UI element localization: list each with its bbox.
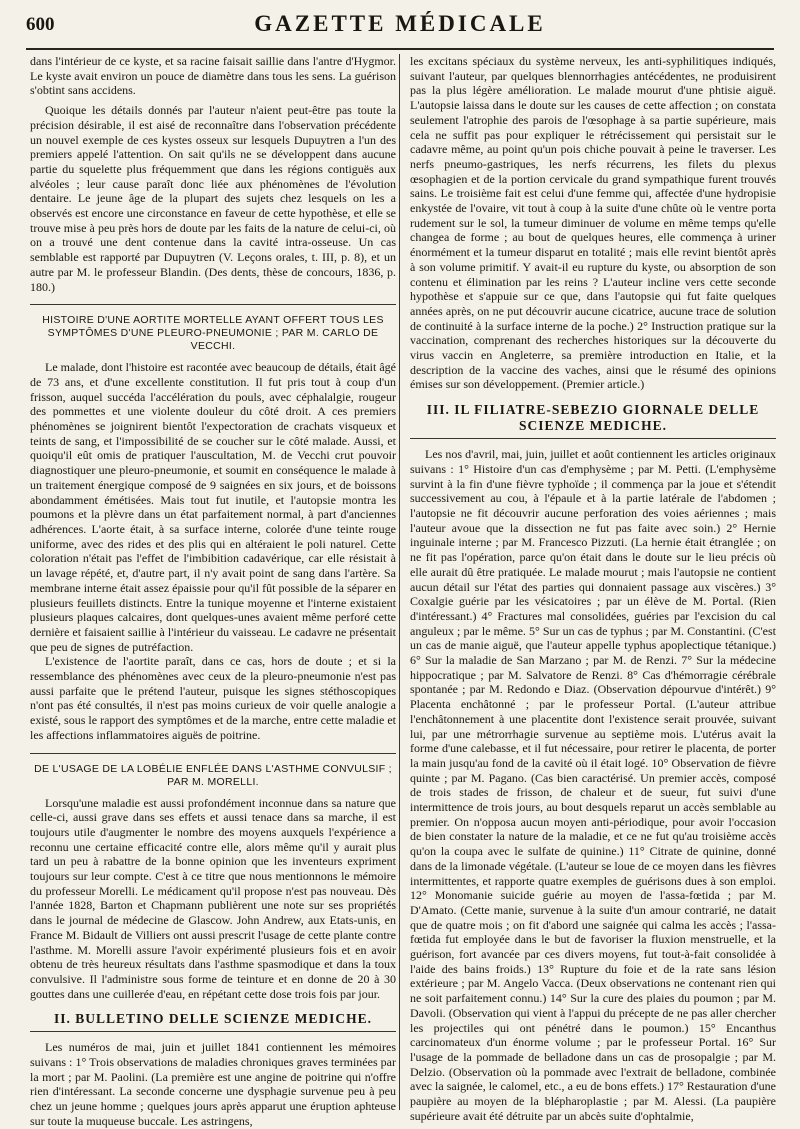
column-rule (399, 54, 400, 1110)
right-column (410, 54, 776, 1123)
section-divider (30, 753, 396, 754)
left-paragraph-continued: dans l'intérieur de ce kyste, et sa racine faisait saillie dans l'antre d'Hygmor. Le kyste avait environ un pouce de diamètre dans tous les sens. La guérison s'obtint sans accidens. (30, 54, 396, 98)
aortitis-article-title: HISTOIRE D'UNE AORTITE MORTELLE AYANT OFFERT TOUS LES SYMPTÔMES D'UNE PLEURO-PNEUMONIE ; PAR M. CARLO DE VECCHI. (42, 314, 384, 353)
aortitis-commentary-paragraph: L'existence de l'aortite paraît, dans ce cas, hors de doute ; et si la ressemblance des phénomènes avec ceux de la pleuro-pneumonie n'est pas aussi parfaite que le prétend l'auteur, puisque les signes stéthoscopiques n'ont pas été consultés, il n'est pas moins curieux de voir quelle analogie a existé, sous le rapport des symptômes et de la marche, entre cette maladie et les affections inflammatoires aiguës de poitrine. (30, 654, 396, 742)
page-number: 600 (26, 14, 55, 35)
left-column (30, 54, 397, 1128)
bulletino-paragraph: Les numéros de mai, juin et juillet 1841 contiennent les mémoires suivans : 1° Trois observations de maladies chroniques graves terminées par la mort ; par M. Paolini. (La première est une angine de poitrine qui n'offre rien d'intéressant. La seconde concerne une dysphagie survenue peu à peu chez un jeune homme ; quelques jours après apparut une éruption aphteuse sur toute la muqueuse buccale. Les astringens, (30, 1040, 396, 1128)
bulletino-section-heading: II. BULLETINO DELLE SCIENZE MEDICHE. (30, 1011, 396, 1032)
dental-cyst-commentary: Quoique les détails donnés par l'auteur n'aient peut-être pas toute la précision désirable, il est aisé de reconnaître dans l'observation précédente un nouvel exemple de ces kystes osseux sur lesquels Dupuytren a l'un des premiers appelé l'attention. On sait qu'ils ne se développent dans aucune partie du squelette plus fréquemment que dans les régions contiguës aux alvéoles ; leur cause paraît donc liée aux phénomènes de l'évolution dentaire. Le jeune âge de la plupart des sujets chez lesquels on les a observés est encore une circonstance en faveur de cette hypothèse, et elle se trouve mise à peu près hors de doute par les faits de la nature de celui-ci, où on a trouvé une dent contenue dans la cavité intra-osseuse. Un cas semblable est rapporté par Dupuytren (V. Leçons orales, t. III, p. 8), et un autre par M. le professeur Blandin. (Des dents, thèse de concours, 1836, p. 180.) (30, 103, 396, 294)
journal-title: GAZETTE MÉDICALE (254, 11, 546, 36)
lobelia-paragraph: Lorsqu'une maladie est aussi profondément inconnue dans sa nature que celle-ci, aussi grave dans ses effets et aussi tenace dans sa marche, il est toujours utile d'augmenter le nombre des moyens auxquels l'expérience a reconnu une certaine efficacité contre elle, alors même qu'il y aurait plus tard un peu à rabattre de la bonne opinion que les inventeurs expriment toujours sur leur compte. C'est à ce titre que nous mentionnons le mémoire du professeur Morelli. Le médicament qu'il propose n'est pas nouveau. Dès l'année 1828, Barton et Chapmann publièrent une note sur ses propriétés dans le journal de médecine de Glascow. John Andrew, aux Etats-unis, en France M. Bidault de Villiers ont aussi prescrit l'usage de cette plante contre l'asthme. M. Morelli assure l'avoir expérimenté plusieurs fois et en avoir obtenu de très heureux résultats dans l'asthme spasmodique et dans la toux convulsive. Il l'administre sous forme de teinture et en donne de 20 à 30 gouttes dans une cuillerée d'eau, en répétant cette dose trois fois par jour. (30, 795, 396, 1001)
filiatre-paragraph: Les nos d'avril, mai, juin, juillet et août contiennent les articles originaux suivans : 1° Histoire d'un cas d'emphysème ; par M. Petti. (L'emphysème survint à la fin d'une fièvre typhoïde ; il commença par la joue et s'étendit successivement au cou, à l'épaule et à la partie latérale de l'abdomen ; l'autopsie ne fit découvrir aucune perforation des voies aériennes ; mais l'auteur avoue que la dissection ne fut pas faite avec soin.) 2° Hernie inguinale interne ; par M. Francesco Pizzuti. (La hernie était étranglée ; on ne fit pas l'opération, parce qu'on était dans le doute sur le lieu précis où elle aurait dû être pratiquée. Le malade mourut ; mais l'autopsie ne contient aucun détail sur l'état des parties qui donnaient passage aux viscères.) 3° Coxalgie guérie par les vésicatoires ; par un élève de M. Portal. (Rien d'intéressant.) 4° Fractures mal consolidées, guéries par l'excision du cal anguleux ; par le même. 5° Sur un cas de typhus ; par M. Constantini. (C'est un cas de manie aiguë, que l'auteur appelle typhus apoplectique tétanique.) 6° Sur la maladie de San Marzano ; par M. de Renzi. 7° Sur la médecine hippocratique ; par M. Salvatore de Renzi. 8° Cas d'hémorragie cérébrale spontanée ; par M. Redondo e Diaz. (Observation dépourvue d'intérêt.) 9° Placenta enchâtonné ; par le professeur Portal. (L'auteur attribue l'enchâtonnement à une placentite dont l'existence serait prouvée, suivant lui, par une métrorrhagie survenue au septième mois. L'utérus avait la forme d'une calebasse, et il fut nécessaire, pour retirer le placenta, de porter la main jusqu'au fond de la cavité où il était logé. 10° Observation de fièvre quinte ; par M. Pagano. (Cas bien caractérisé. Un premier accès, composé de trois stades de frisson, de chaleur et de sueur, fut suivi d'une intermittence de trois jours, au bout desquels reparut un accès semblable au premier. On n'opposa aucun moyen anti-périodique, pour avoir l'occasion de bien constater la nature de la maladie, et ce ne fut qu'au troisième accès qu'on la coupa avec le sulfate de quinine.) 11° Citrate de quinine, donné dans de la limonade végétale. (L'auteur se loue de ce moyen dans les fièvres intermittentes, et rapporte quatre exemples de guérisons dues à son emploi. 12° Monomanie suicide guérie au moyen de l'assa-fœtida ; par M. D'Amato. (Cette manie, survenue à la suite d'un amour contrarié, ne datait que de quatre mois ; on fit d'abord une saignée qui calma les accès ; l'assa-fœtida fut employée dans le but de favoriser la fluxion menstruelle, et la guérison, fort avancée par ces divers moyens, fut tout-à-fait consolidée à l'aide des bains froids.) 13° Rupture du foie et de la rate sans lésion extérieure ; par M. Angelo Vacca. (Deux observations ne contenant rien qui ne soit parfaitement connu.) 14° Sur la cure des plaies du poumon ; par M. Davoli. (Observation qui vient à l'appui du précepte de ne pas aller chercher les projectiles qui ont pénétré dans le poumon.) 15° Encanthus carcinomateux d'un énorme volume ; par le professeur Portal. 16° Sur l'usage de la pommade de belladone dans un cas de prosopalgie ; par M. Delzio. (Observation où la pommade avec l'extrait de belladone, combinée avec la saignée, le calomel, etc., a eu de bons effets.) 17° Restauration d'une paupière au moyen de la blépharoplastie ; par M. Alessi. (La paupière supérieure avait été détruite par un abcès suite d'ophtalmie, (410, 447, 776, 1123)
aortitis-case-paragraph: Le malade, dont l'histoire est racontée avec beaucoup de détails, était âgé de 73 ans, et d'une excellente constitution. Il fut pris tout à coup d'un frisson, auquel succéda l'accélération du pouls, avec céphalalgie, rougeur des pommettes et une violente douleur du côté droit. A ces premiers phénomènes se joignirent bientôt l'expectoration de crachats visqueux et teints de sang, et l'impossibilité de se coucher sur le côté malade. Aussi, et quoiqu'il eût omis de pratiquer l'auscultation, M. de Vecchi crut pouvoir diagnostiquer une pleuro-pneumonie, et soumit en conséquence le malade à un traitement énergique composé de 9 saignées en six jours, et de boissons abondamment émétisées. Mais tout fut inutile, et l'autopsie montra les poumons et la plèvre dans un état parfaitement normal, à part d'anciennes adhérences. L'aorte était, à sa surface interne, colorée d'une teinte rouge uniforme, avec des rides et des plis qui en altéraient le poli naturel. Cette coloration n'était pas l'effet de l'imbibition cadavérique, car elle résistait à un lavage répété, et, d'autre part, il n'y avait point de sang dans l'artère. Sa membrane interne était assez épaissie pour qu'il fût possible de la séparer en plusieurs feuillets distincts. Entre la tunique moyenne et l'interne existaient plusieurs plaques calcaires, dont quelques-unes avaient même perforé cette dernière et faisaient saillie à l'intérieur du vaisseau. Le cadavre ne présentait que peu de signes de putréfaction. (30, 360, 397, 654)
filiatre-section-heading: III. IL FILIATRE-SEBEZIO GIORNALE DELLE SCIENZE MEDICHE. (410, 402, 776, 439)
lobelia-article-title: DE L'USAGE DE LA LOBÉLIE ENFLÉE DANS L'ASTHME CONVULSIF ; PAR M. MORELLI. (34, 762, 392, 788)
section-divider (30, 304, 396, 305)
page-header (26, 8, 774, 50)
right-paragraph-continued: les excitans spéciaux du système nerveux, les anti-syphilitiques indiqués, suivant l'auteur, par quelques blennorrhagies antécédentes, ne produisirent pas la plus légère amélioration. Le malade mourut d'une phtisie aiguë. L'autopsie laissa dans le doute sur les causes de cette affection ; on constata seulement l'atrophie des parois de l'œsophage à sa partie supérieure, mais cela ne suffit pas pour expliquer le rétrécissement qui persistait sur le cadavre même, au point qu'un pois chiche pouvait à peine le traverser. Les nerfs pneumo-gastriques, les nerfs récurrens, les filets du plexus œsophagien et de la portion cervicale du grand sympathique furent trouvés sains. Le troisième fait est celui d'une femme qui, affectée d'une hydropisie enkystée de l'ovaire, vit tout à coup à la suite d'une chûte où le ventre porta rudement sur le sol, la tumeur diminuer de volume en même temps qu'elle changea de forme ; au bout de quelques heures, elle commença à uriner énormément et la tumeur disparut en totalité ; mais elle revint bientôt après à son volume primitif. Y avait-il eu rupture du kyste, ou absorption de son contenu et élimination par les reins ? L'auteur incline vers cette seconde hypothèse et s'appuie sur ce que, dans l'autopsie qui fut faite quelques années après, on ne put découvrir aucune cicatrice, aucune trace de solution de continuité à la surface interne de la poche.) 2° Instruction pratique sur la vaccination, comprenant des recherches historiques sur la découverte du virus vaccin en Angleterre, sa première introduction en Italie, et la description de la vaccine des vaches, ainsi que le résumé des opinions émises sur son développement. (Premier article.) (410, 54, 776, 392)
